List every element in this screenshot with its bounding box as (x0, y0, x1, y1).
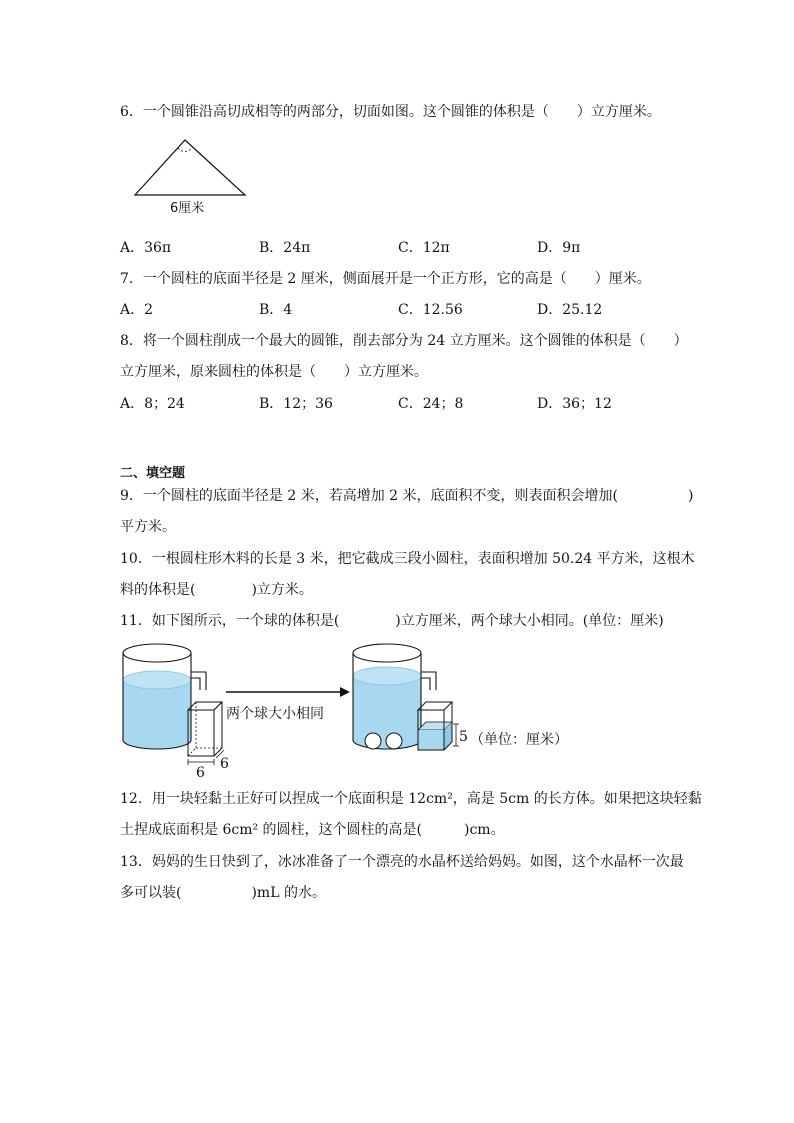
q6-triangle-figure (130, 135, 250, 215)
right-angle-mark (178, 148, 192, 152)
q6-option-a[interactable]: A．36π (120, 240, 172, 256)
transition-arrow (226, 687, 350, 722)
q6-option-d[interactable]: D．9π (537, 240, 581, 256)
dim-depth-label: 6 (220, 756, 229, 772)
q12-text-line2: 土捏成底面积是 6cm² 的圆柱，这个圆柱的高是( )cm。 (120, 822, 505, 838)
q10-text-line1: 10．一根圆柱形木料的长是 3 米，把它截成三段小圆柱，表面积增加 50.24 平方米，这根木 (120, 551, 695, 567)
q13-text-line2: 多可以装( )mL 的水。 (120, 885, 326, 901)
q8-option-c[interactable]: C．24；8 (398, 396, 464, 412)
q8-option-b[interactable]: B．12；36 (259, 396, 333, 412)
q11-figure (118, 640, 598, 780)
q11-text: 11．如下图所示，一个球的体积是( )立方厘米，两个球大小相同。(单位：厘米) (120, 613, 664, 629)
dim-height-label: 5 (459, 729, 468, 745)
cone-cross-section (135, 140, 245, 195)
q10-text-line2: 料的体积是( )立方米。 (120, 582, 313, 598)
left-container (123, 644, 229, 781)
q12-text-line1: 12．用一块轻黏土正好可以捏成一个底面积是 12cm²，高是 5cm 的长方体。如果把这块轻黏 (120, 791, 702, 807)
q7-option-c[interactable]: C．12.56 (398, 302, 463, 318)
q7-text: 7．一个圆柱的底面半径是 2 厘米，侧面展开是一个正方形，它的高是（ ）厘米。 (120, 271, 651, 287)
arrow-label: 两个球大小相同 (226, 706, 324, 722)
section-fill-in-title: 二、填空题 (120, 466, 186, 481)
right-container (353, 644, 568, 750)
filled-box (418, 702, 468, 750)
ball-1 (365, 733, 381, 749)
q9-text-line1: 9．一个圆柱的底面半径是 2 米，若高增加 2 米，底面积不变，则表面积会增加( ) (120, 488, 694, 504)
q6-option-c[interactable]: C．12π (398, 240, 450, 256)
unit-note: （单位：厘米） (470, 732, 568, 748)
q7-option-a[interactable]: A．2 (120, 302, 154, 318)
empty-box (188, 702, 229, 781)
q8-text-line1: 8．将一个圆柱削成一个最大的圆锥，削去部分为 24 立方厘米。这个圆锥的体积是（ ） (120, 333, 688, 349)
q8-option-a[interactable]: A．8；24 (120, 396, 185, 412)
q6-text: 6．一个圆锥沿高切成相等的两部分，切面如图。这个圆锥的体积是（ ）立方厘米。 (120, 104, 661, 120)
q9-text-line2: 平方米。 (120, 519, 176, 535)
q6-option-b[interactable]: B．24π (259, 240, 311, 256)
dim-width-label: 6 (196, 765, 205, 781)
ball-2 (386, 733, 402, 749)
q7-option-d[interactable]: D．25.12 (537, 302, 603, 318)
q7-option-b[interactable]: B．4 (259, 302, 293, 318)
q13-text-line1: 13．妈妈的生日快到了，冰冰准备了一个漂亮的水晶杯送给妈妈。如图，这个水晶杯一次最 (120, 854, 684, 870)
q8-option-d[interactable]: D．36；12 (537, 396, 612, 412)
q8-text-line2: 立方厘米，原来圆柱的体积是（ ）立方厘米。 (120, 364, 428, 380)
q6-figure-label: 6厘米 (170, 201, 205, 216)
